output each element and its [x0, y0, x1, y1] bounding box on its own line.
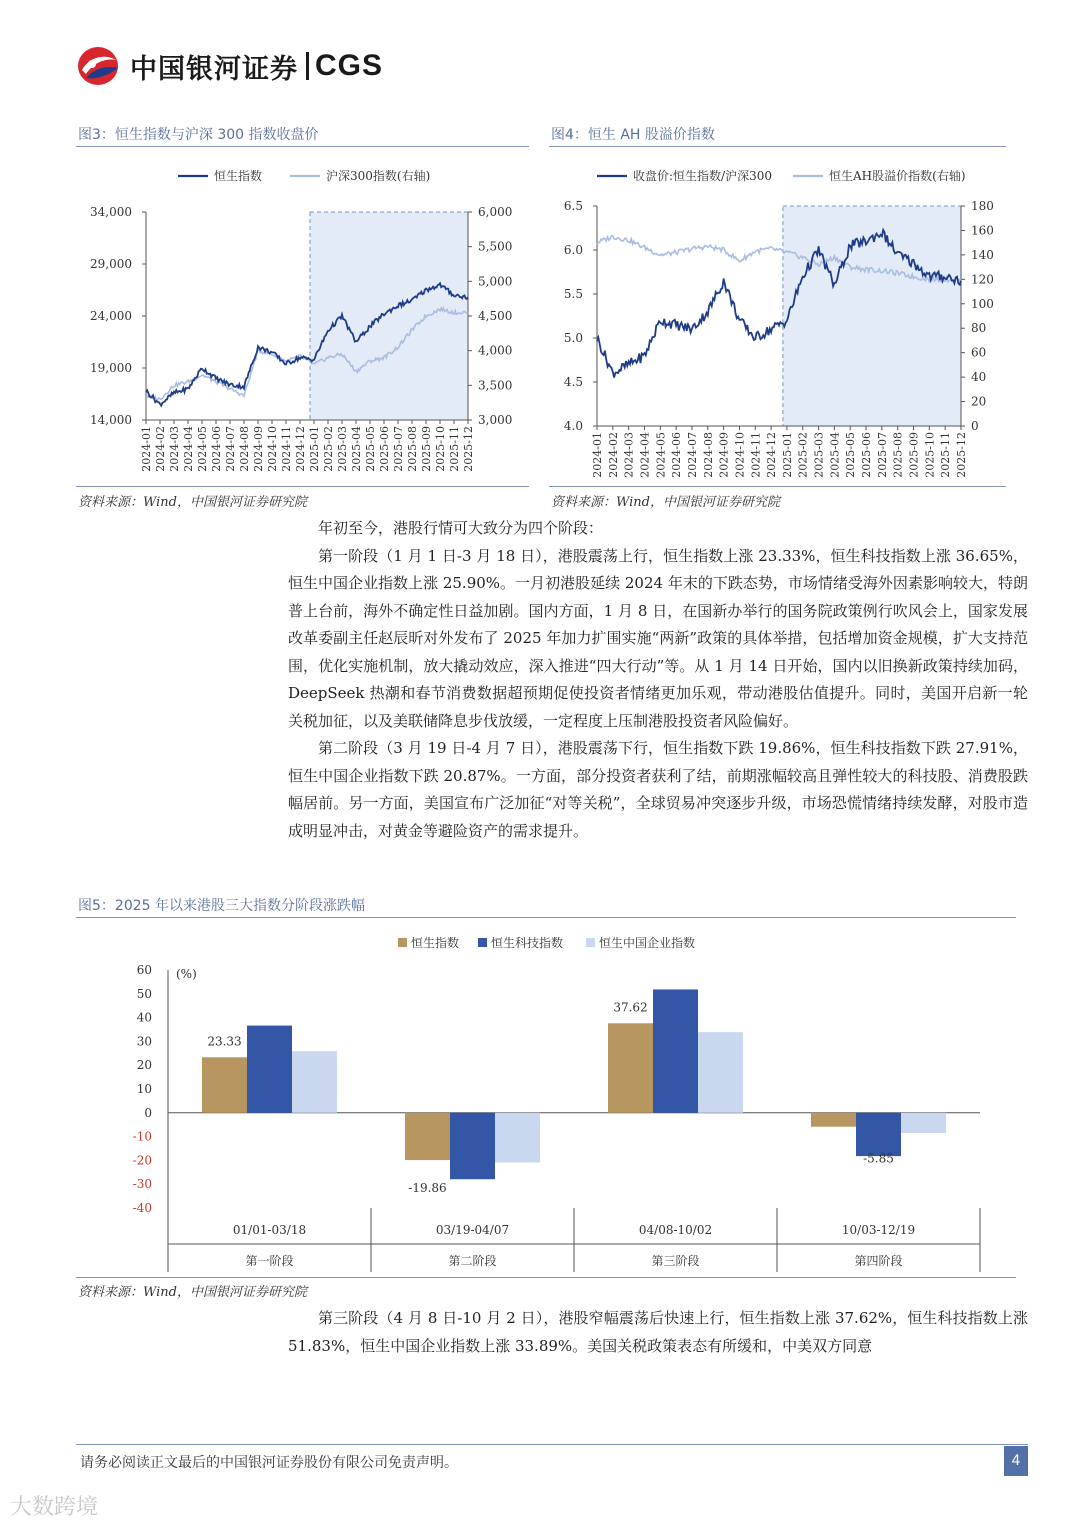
fig4-right-tick-label: 60 — [971, 345, 987, 360]
fig5-legend-label: 恒生指数 — [411, 936, 460, 950]
fig3-legend-label: 恒生指数 — [214, 169, 263, 183]
fig5-bottom-rule — [76, 1277, 1016, 1278]
fig5-y-tick-label: 20 — [136, 1058, 152, 1073]
fig3-title-rule — [76, 146, 529, 147]
fig4-x-tick-label: 2024-05 — [654, 432, 668, 478]
fig3-highlight-region — [310, 212, 468, 420]
fig4-left-tick-label: 5.5 — [563, 287, 583, 301]
fig5-title: 图5：2025 年以来港股三大指数分阶段涨跌幅 — [78, 898, 365, 914]
fig4-x-tick-label: 2025-01 — [780, 432, 794, 478]
fig3-x-tick-label: 2024-04 — [182, 426, 195, 472]
fig5-data-label: 23.33 — [207, 1034, 242, 1049]
fig4-right-tick-label: 0 — [971, 419, 979, 433]
fig5-legend-label: 恒生中国企业指数 — [599, 936, 696, 950]
fig4-x-tick-label: 2025-02 — [796, 432, 810, 478]
fig3-x-tick-label: 2024-08 — [238, 426, 251, 472]
fig4-title-rule — [549, 146, 1006, 147]
fig4-left-tick-label: 6.5 — [563, 199, 583, 213]
fig5-bar — [450, 1113, 495, 1179]
fig4-right-tick-label: 20 — [971, 394, 987, 409]
fig4-x-tick-label: 2024-02 — [606, 432, 620, 478]
fig5-bar — [901, 1113, 946, 1133]
fig5-data-label: -19.86 — [408, 1181, 447, 1196]
fig5-chart — [76, 922, 1016, 1276]
fig3-x-tick-label: 2024-07 — [224, 426, 237, 472]
fig3-x-tick-label: 2025-09 — [420, 426, 433, 472]
fig4-x-tick-label: 2024-12 — [765, 432, 779, 478]
fig5-legend-swatch — [586, 938, 595, 947]
fig5-bar — [247, 1026, 292, 1113]
fig3-x-tick-label: 2025-07 — [392, 426, 405, 472]
fig5-bar — [698, 1032, 743, 1113]
fig5-bar — [292, 1051, 337, 1113]
fig4-x-tick-label: 2025-05 — [844, 432, 858, 478]
fig4-x-tick-label: 2024-10 — [733, 432, 747, 478]
fig5-legend-swatch — [478, 938, 487, 947]
fig4-chart — [549, 150, 1009, 486]
fig3-right-tick-label: 3,000 — [478, 413, 513, 427]
fig5-y-tick-label: 60 — [136, 963, 152, 977]
fig4-x-tick-label: 2024-07 — [685, 432, 699, 478]
fig3-source: 资料来源：Wind，中国银河证券研究院 — [78, 495, 307, 510]
fig4-left-tick-label: 6.0 — [563, 243, 583, 257]
fig3-chart — [76, 150, 531, 486]
fig4-left-tick-label: 4.0 — [563, 419, 583, 433]
fig3-x-tick-label: 2025-08 — [406, 426, 419, 472]
fig5-y-tick-label: 30 — [136, 1034, 152, 1049]
fig3-x-tick-label: 2024-10 — [266, 426, 279, 472]
fig5-bar — [405, 1113, 450, 1160]
fig3-x-tick-label: 2025-01 — [308, 426, 321, 472]
fig5-y-tick-label: 10 — [136, 1082, 152, 1096]
fig4-right-tick-label: 160 — [971, 223, 994, 238]
fig5-bar — [856, 1113, 901, 1156]
header-logo — [76, 44, 383, 88]
fig5-y-tick-label: -20 — [132, 1153, 152, 1168]
fig3-left-tick-label: 19,000 — [90, 361, 132, 375]
fig5-y-tick-label: 40 — [136, 1010, 152, 1025]
fig3-x-tick-label: 2025-04 — [350, 426, 363, 472]
fig3-x-tick-label: 2024-09 — [252, 426, 265, 472]
paragraph-stage-3: 第三阶段（4 月 8 日-10 月 2 日），港股窄幅震荡后快速上行，恒生指数上涨 37.62%，恒生科技指数上涨 51.83%，恒生中国企业指数上涨 33.89%。美国关税政策表态有所缓和，中美双方同意 — [288, 1309, 1028, 1355]
fig4-title: 图4：恒生 AH 股溢价指数 — [551, 127, 715, 143]
fig3-left-tick-label: 24,000 — [90, 309, 132, 323]
fig3-x-tick-label: 2025-11 — [448, 426, 461, 472]
fig3-x-tick-label: 2024-05 — [196, 426, 209, 472]
fig4-x-tick-label: 2025-04 — [828, 432, 842, 478]
fig4-right-tick-label: 140 — [971, 247, 994, 262]
fig4-right-tick-label: 120 — [971, 272, 994, 287]
fig5-y-tick-label: -10 — [132, 1129, 152, 1144]
fig4-left-tick-label: 4.5 — [563, 375, 583, 389]
fig3-left-tick-label: 34,000 — [90, 205, 132, 219]
paragraph-stage-2: 第二阶段（3 月 19 日-4 月 7 日），港股震荡下行，恒生指数下跌 19.86%，恒生科技指数下跌 27.91%，恒生中国企业指数下跌 20.87%。一方面，部分投资者获利了结，前期涨幅较高且弹性较大的科技股、消费股跌幅居前。另一方面，美国宣布广泛加征“对等关税”，全球贸易冲突逐步升级，市场恐慌情绪持续发酵，对股市造成明显冲击，对黄金等避险资产的需求提升。 — [288, 739, 1028, 840]
fig3-x-tick-label: 2024-01 — [140, 426, 153, 472]
fig3-x-tick-label: 2025-10 — [434, 426, 447, 472]
fig5-category-label: 03/19-04/07 — [435, 1223, 510, 1237]
fig3-x-tick-label: 2024-11 — [280, 426, 293, 472]
fig5-bar — [495, 1113, 540, 1163]
fig5-legend-swatch — [398, 938, 407, 947]
fig5-stage-label: 第一阶段 — [245, 1254, 294, 1268]
fig4-x-tick-label: 2024-11 — [749, 432, 763, 478]
fig5-bar — [202, 1057, 247, 1113]
fig5-data-label: -5.85 — [863, 1151, 894, 1166]
fig3-title: 图3：恒生指数与沪深 300 指数收盘价 — [78, 127, 319, 143]
fig4-x-tick-label: 2024-08 — [701, 432, 715, 478]
fig4-x-tick-label: 2025-03 — [812, 432, 826, 478]
fig3-right-tick-label: 4,500 — [478, 309, 513, 323]
fig4-highlight-region — [783, 206, 961, 426]
fig3-x-tick-label: 2024-06 — [210, 426, 223, 472]
fig3-right-tick-label: 5,500 — [478, 239, 513, 254]
fig5-stage-label: 第二阶段 — [448, 1254, 497, 1268]
fig4-x-tick-label: 2025-10 — [923, 432, 937, 478]
fig3-x-tick-label: 2025-02 — [322, 426, 335, 472]
fig5-bar — [608, 1023, 653, 1113]
fig5-category-label: 10/03-12/19 — [841, 1223, 916, 1237]
fig3-right-tick-label: 5,000 — [478, 274, 513, 289]
fig5-legend-label: 恒生科技指数 — [491, 936, 564, 950]
fig5-source: 资料来源：Wind，中国银河证券研究院 — [78, 1285, 307, 1300]
fig4-bottom-rule — [549, 486, 1006, 487]
fig5-stage-label: 第四阶段 — [854, 1254, 903, 1268]
fig4-legend-label: 恒生AH股溢价指数(右轴) — [829, 169, 966, 183]
fig4-x-tick-label: 2025-08 — [891, 432, 905, 478]
fig5-bar — [653, 989, 698, 1112]
fig3-x-tick-label: 2024-03 — [168, 426, 181, 472]
fig3-right-tick-label: 4,000 — [478, 343, 513, 358]
fig5-bar — [811, 1113, 856, 1127]
fig3-left-tick-label: 14,000 — [90, 413, 132, 427]
body-text-block-2 — [288, 1305, 1028, 1360]
fig4-x-tick-label: 2025-06 — [860, 432, 874, 478]
fig5-data-label: 37.62 — [613, 1000, 648, 1015]
fig4-source: 资料来源：Wind，中国银河证券研究院 — [551, 495, 780, 510]
fig4-legend-label: 收盘价:恒生指数/沪深300 — [633, 169, 772, 183]
fig5-category-label: 01/01-03/18 — [232, 1223, 307, 1237]
footer-disclaimer: 请务必阅读正文最后的中国银河证券股份有限公司免责声明。 — [80, 1455, 458, 1471]
fig5-category-label: 04/08-10/02 — [638, 1223, 713, 1237]
footer-rule — [76, 1444, 1028, 1445]
fig3-x-tick-label: 2024-02 — [154, 426, 167, 472]
fig5-y-tick-label: -30 — [132, 1177, 152, 1192]
fig5-y-tick-label: -40 — [132, 1201, 152, 1215]
logo-divider — [306, 52, 309, 80]
fig5-title-rule — [76, 917, 1016, 918]
cgs-logo-icon — [76, 44, 122, 88]
fig5-unit-label: (%) — [176, 967, 197, 981]
fig3-right-tick-label: 6,000 — [478, 205, 513, 219]
fig4-x-tick-label: 2025-07 — [875, 432, 889, 478]
fig3-right-tick-label: 3,500 — [478, 378, 513, 393]
fig4-right-tick-label: 180 — [971, 199, 994, 213]
fig4-x-tick-label: 2024-04 — [638, 432, 652, 478]
fig3-x-tick-label: 2024-12 — [294, 426, 307, 472]
fig4-x-tick-label: 2025-11 — [939, 432, 953, 478]
fig5-y-tick-label: 0 — [144, 1105, 152, 1120]
fig4-right-tick-label: 80 — [971, 321, 987, 336]
page-number: 4 — [1004, 1446, 1028, 1476]
paragraph-stage-1: 第一阶段（1 月 1 日-3 月 18 日），港股震荡上行，恒生指数上涨 23.33%，恒生科技指数上涨 36.65%，恒生中国企业指数上涨 25.90%。一月初港股延续 2024 年末的下跌态势，市场情绪受海外因素影响较大，特朗普上台前，海外不确定性日益加剧。国内方面，1 月 8 日，在国新办举行的国务院政策例行吹风会上，国家发展改革委副主任赵辰昕对外发布了 2025 年加力扩围实施“两新”政策的具体举措，包括增加资金规模，扩大支持范围，优化实施机制，放大撬动效应，深入推进“四大行动”等。从 1 月 14 日开始，国内以旧换新政策持续加码，DeepSeek 热潮和春节消费数据超预期促使投资者情绪更加乐观，带动港股估值提升。同时，美国开启新一轮关税加征，以及美联储降息步伐放缓，一定程度上压制港股投资者风险偏好。 — [288, 546, 1028, 730]
fig4-x-tick-label: 2024-06 — [670, 432, 684, 478]
fig4-x-tick-label: 2024-09 — [717, 432, 731, 478]
paragraph-intro: 年初至今，港股行情可大致分为四个阶段： — [318, 519, 604, 537]
fig4-right-tick-label: 40 — [971, 370, 987, 385]
watermark-text: 大数跨境 — [10, 1495, 99, 1520]
fig4-x-tick-label: 2024-03 — [622, 432, 636, 478]
fig5-y-tick-label: 50 — [136, 986, 152, 1001]
fig5-stage-label: 第三阶段 — [651, 1254, 700, 1268]
fig3-x-tick-label: 2025-06 — [378, 426, 391, 472]
fig4-x-tick-label: 2025-12 — [955, 432, 968, 478]
fig3-left-tick-label: 29,000 — [90, 257, 132, 271]
fig3-x-tick-label: 2025-05 — [364, 426, 377, 472]
fig4-right-tick-label: 100 — [971, 296, 994, 311]
fig4-left-tick-label: 5.0 — [563, 331, 583, 345]
fig4-x-tick-label: 2024-01 — [591, 432, 604, 478]
fig4-x-tick-label: 2025-09 — [907, 432, 921, 478]
logo-chinese-name: 中国银河证券 — [130, 53, 298, 85]
body-text-block-1 — [288, 515, 1028, 845]
logo-english-name: CGS — [315, 49, 384, 82]
fig3-bottom-rule — [76, 486, 529, 487]
fig3-x-tick-label: 2025-12 — [462, 426, 475, 472]
fig3-legend-label: 沪深300指数(右轴) — [326, 169, 431, 183]
fig3-x-tick-label: 2025-03 — [336, 426, 349, 472]
